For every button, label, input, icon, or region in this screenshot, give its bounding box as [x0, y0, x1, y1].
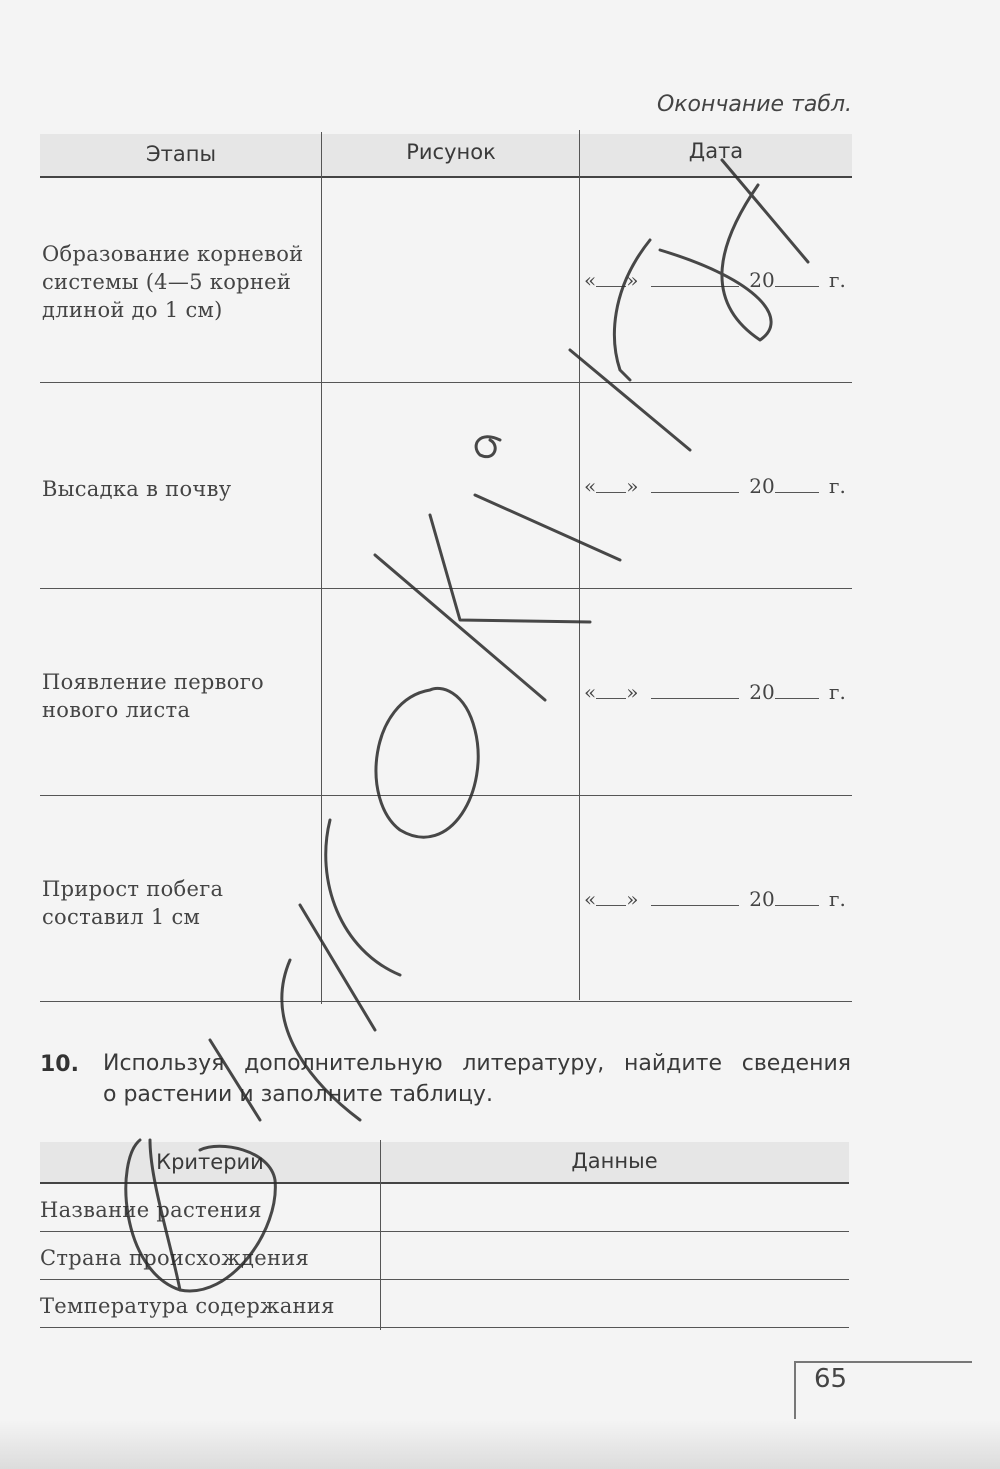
- column-header-stages: Этапы: [145, 142, 217, 166]
- table-continuation-caption: Окончание табл.: [656, 92, 852, 117]
- scribble-stroke: [660, 185, 771, 340]
- date-field[interactable]: « » 20 г.: [584, 887, 846, 911]
- page-number: 65: [814, 1364, 848, 1394]
- stage-label: Высадка в почву: [42, 477, 232, 501]
- criterion-plant-name: Название растения: [40, 1198, 262, 1222]
- date-field[interactable]: « » 20 г.: [584, 268, 846, 292]
- column-header-criteria: Критерии: [156, 1150, 264, 1174]
- scribble-stroke: [375, 555, 545, 700]
- scribble-stroke: [326, 820, 400, 975]
- task-number: 10.: [40, 1052, 79, 1077]
- stage-label: Прирост побега составил 1 см: [42, 877, 224, 929]
- column-header-date: Дата: [688, 139, 744, 163]
- scribble-stroke: [300, 905, 375, 1030]
- scribble-stroke: [614, 240, 650, 380]
- date-field[interactable]: « » 20 г.: [584, 680, 846, 704]
- scribble-stroke: [126, 1140, 276, 1291]
- scribble-stroke: [475, 495, 620, 560]
- stage-label: Образование корневой системы (4—5 корней длиной до 1 см): [42, 242, 304, 322]
- scribble-stroke: [150, 1140, 180, 1290]
- scribble-stroke: [430, 515, 590, 622]
- criterion-temperature: Температура содержания: [40, 1294, 335, 1318]
- scribble-stroke: [476, 437, 500, 457]
- scribble-stroke: [376, 688, 478, 837]
- criterion-origin-country: Страна происхождения: [40, 1246, 310, 1270]
- scribble-stroke: [210, 1040, 260, 1120]
- scribble-stroke: [570, 350, 690, 450]
- column-header-picture: Рисунок: [406, 140, 496, 164]
- scribble-stroke: [722, 160, 808, 262]
- date-field[interactable]: « » 20 г.: [584, 474, 846, 498]
- stage-label: Появление первого нового листа: [42, 670, 264, 722]
- task-instruction: Используя дополнительную литературу, найдите сведения о растении и заполните таблицу.: [103, 1051, 851, 1107]
- column-header-data: Данные: [571, 1149, 658, 1173]
